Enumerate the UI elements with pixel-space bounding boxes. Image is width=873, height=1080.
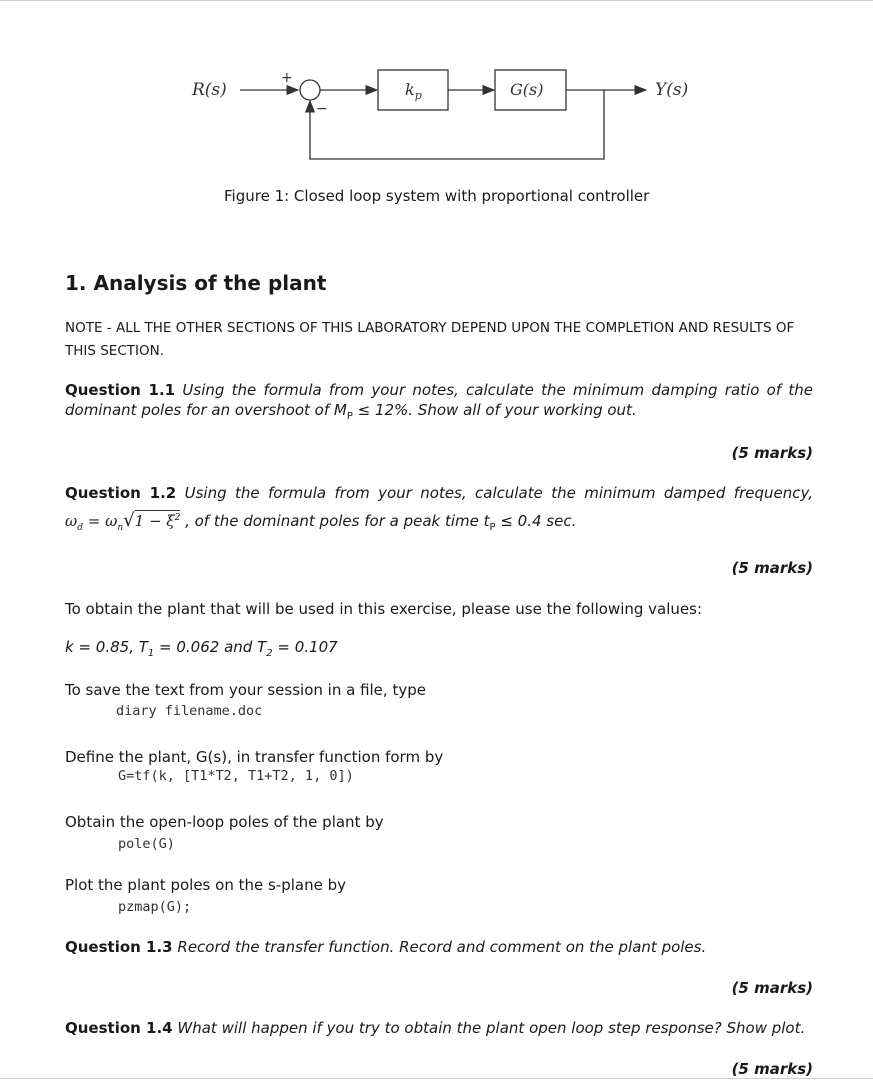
question-1-1-text: Using the formula from your notes, calculate the minimum damping ratio of the [182,381,813,399]
output-label: Y(s) [655,80,689,100]
step-3-code: pole(G) [118,836,175,852]
plant-intro: To obtain the plant that will be used in this exercise, please use the following values: [65,600,703,618]
minus-sign: − [316,101,328,117]
question-1-3 [65,938,706,956]
step-4-text: Plot the plant poles on the s-plane by [65,876,346,894]
plant-label: G(s) [510,80,544,99]
question-1-2-text: Using the formula from your notes, calculate the minimum damped frequency, [184,484,813,502]
question-1-3-label: Question 1.3 [65,938,173,956]
input-label: R(s) [192,80,227,100]
question-1-2-line2: $\omega_d = \omega_n√1 - \xi^2$ , of the dominant poles for a peak time $t_P \le 0.4$ sec. [65,510,577,533]
step-1-text: To save the text from your session in a file, type [65,681,426,699]
top-border [0,0,873,1]
section-heading: 1. Analysis of the plant [65,271,327,295]
summing-junction [300,80,320,100]
question-1-1-line1 [65,381,813,399]
step-2-code: G=tf(k, [T1*T2, T1+T2, 1, 0]) [118,768,354,784]
step-2-text: Define the plant, G(s), in transfer function form by [65,748,444,766]
controller-label: $k_p$ [405,80,422,102]
question-1-2-marks: (5 marks) [731,559,813,577]
question-1-4 [65,1019,805,1037]
plus-sign: + [281,70,293,86]
step-3-text: Obtain the open-loop poles of the plant by [65,813,384,831]
step-4-code: pzmap(G); [118,899,192,915]
question-1-1-label: Question 1.1 [65,381,176,399]
question-1-3-text: Record the transfer function. Record and comment on the plant poles. [177,938,707,956]
question-1-4-marks: (5 marks) [731,1060,813,1078]
question-1-1-line2: dominant poles for an overshoot of $M_P \le 12\%$. Show all of your working out. [65,401,637,422]
damped-frequency-formula: $\omega_d = \omega_n√1 - \xi^2$ [65,510,181,533]
section-note: NOTE - ALL THE OTHER SECTIONS OF THIS LABORATORY DEPEND UPON THE COMPLETION AND RESULTS OF THIS SECTION. [65,320,795,359]
step-1-code: diary filename.doc [116,703,263,719]
question-1-3-marks: (5 marks) [731,979,813,997]
plant-values: k = 0.85, $T_1 = 0.062$ and $T_2 = 0.107$ [65,638,338,659]
bottom-border [0,1078,873,1079]
question-1-2-label: Question 1.2 [65,484,177,502]
block-diagram [0,55,873,175]
figure-caption: Figure 1: Closed loop system with proportional controller [224,187,650,205]
question-1-4-label: Question 1.4 [65,1019,173,1037]
question-1-4-text: What will happen if you try to obtain the plant open loop step response? Show plot. [177,1019,806,1037]
question-1-2-line1 [65,484,813,502]
question-1-1-marks: (5 marks) [731,444,813,462]
